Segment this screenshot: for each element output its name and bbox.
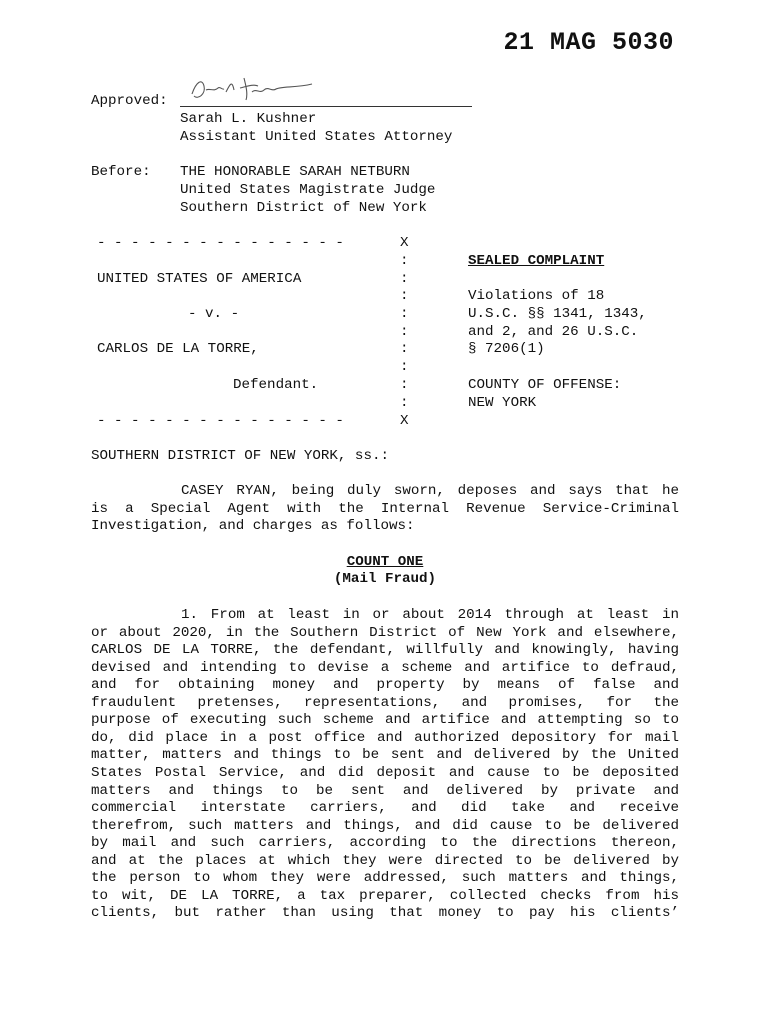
document-type: SEALED COMPLAINT bbox=[468, 253, 605, 269]
paragraph-1-line: do, did place in a post office and authorized depository for mail bbox=[91, 729, 679, 746]
caption-colon: : bbox=[400, 359, 409, 375]
case-number: 21 MAG 5030 bbox=[503, 28, 674, 57]
caption-colon: : bbox=[400, 271, 409, 287]
paragraph-1-line: therefrom, such matters and things, and did cause to be delivered bbox=[91, 817, 679, 834]
defendant-name: CARLOS DE LA TORRE, bbox=[97, 341, 259, 357]
caption-colon: : bbox=[400, 306, 409, 322]
approver-name: Sarah L. Kushner bbox=[180, 111, 317, 127]
caption-colon: : bbox=[400, 288, 409, 304]
caption-colon: : bbox=[400, 377, 409, 393]
count-heading bbox=[91, 554, 679, 572]
plaintiff-name: UNITED STATES OF AMERICA bbox=[97, 271, 302, 287]
county-label: COUNTY OF OFFENSE: bbox=[468, 377, 622, 393]
caption-dashes-top: - - - - - - - - - - - - - - - bbox=[97, 235, 344, 251]
signature-line bbox=[180, 106, 472, 107]
intro-line: Investigation, and charges as follows: bbox=[91, 518, 415, 534]
paragraph-1-line: and for obtaining money and property by means of false and bbox=[91, 677, 679, 694]
caption-colon: : bbox=[400, 395, 409, 411]
violations-line: Violations of 18 bbox=[468, 288, 605, 304]
violations-line: and 2, and 26 U.S.C. bbox=[468, 324, 639, 340]
caption-colon: : bbox=[400, 324, 409, 340]
before-label: Before: bbox=[91, 164, 151, 180]
approver-title: Assistant United States Attorney bbox=[180, 129, 453, 145]
paragraph-1-line: clients, but rather than using that money to pay his clients’ bbox=[91, 905, 679, 922]
caption-dashes-bottom: - - - - - - - - - - - - - - - bbox=[97, 413, 344, 429]
judge-name: THE HONORABLE SARAH NETBURN bbox=[180, 164, 410, 180]
versus-label: - v. - bbox=[188, 306, 240, 322]
paragraph-1-line: 1. From at least in or about 2014 through at least in bbox=[181, 607, 679, 623]
intro-line: is a Special Agent with the Internal Revenue Service-Criminal bbox=[91, 501, 679, 517]
caption-colon: : bbox=[400, 253, 409, 269]
paragraph-1-line: or about 2020, in the Southern District of New York and elsewhere, bbox=[91, 624, 679, 641]
paragraph-1-line: purpose of executing such scheme and artifice and attempting so to bbox=[91, 712, 679, 729]
paragraph-1-line: commercial interstate carriers, and did take and receive bbox=[91, 800, 679, 817]
paragraph-1-line: and at the places at which they were directed to be delivered by bbox=[91, 852, 679, 869]
paragraph-1-line: to wit, DE LA TORRE, a tax preparer, collected checks from his bbox=[91, 887, 679, 904]
caption-x-bottom: X bbox=[400, 413, 409, 429]
signature-image bbox=[186, 72, 316, 106]
caption-colon: : bbox=[400, 341, 409, 357]
paragraph-1-line: matter, matters and things to be sent and delivered by the United bbox=[91, 747, 679, 764]
county-value: NEW YORK bbox=[468, 395, 537, 411]
paragraph-1-line: fraudulent pretenses, representations, and promises, for the bbox=[91, 694, 679, 711]
caption-x-top: X bbox=[400, 235, 409, 251]
paragraph-1-line: by mail and such carriers, according to the directions thereon, bbox=[91, 835, 679, 852]
violations-line: U.S.C. §§ 1341, 1343, bbox=[468, 306, 647, 322]
defendant-label: Defendant. bbox=[233, 377, 319, 393]
paragraph-1-line: devised and intending to devise a scheme and artifice to defraud, bbox=[91, 659, 679, 676]
count-heading-text: COUNT ONE bbox=[346, 554, 424, 570]
approved-label: Approved: bbox=[91, 93, 168, 109]
paragraph-1-line: matters and things to be sent and delivered by private and bbox=[91, 782, 679, 799]
judge-district: Southern District of New York bbox=[180, 200, 427, 216]
paragraph-1-line: States Postal Service, and did deposit and cause to be deposited bbox=[91, 764, 679, 781]
venue-line: SOUTHERN DISTRICT OF NEW YORK, ss.: bbox=[91, 448, 389, 464]
intro-line: CASEY RYAN, being duly sworn, deposes and says that he bbox=[181, 483, 679, 499]
violations-line: § 7206(1) bbox=[468, 341, 545, 357]
paragraph-1-line: CARLOS DE LA TORRE, the defendant, willfully and knowingly, having bbox=[91, 642, 679, 659]
count-subheading: (Mail Fraud) bbox=[333, 571, 437, 587]
paragraph-1-line: the person to whom they were addressed, such matters and things, bbox=[91, 870, 679, 887]
judge-title: United States Magistrate Judge bbox=[180, 182, 436, 198]
